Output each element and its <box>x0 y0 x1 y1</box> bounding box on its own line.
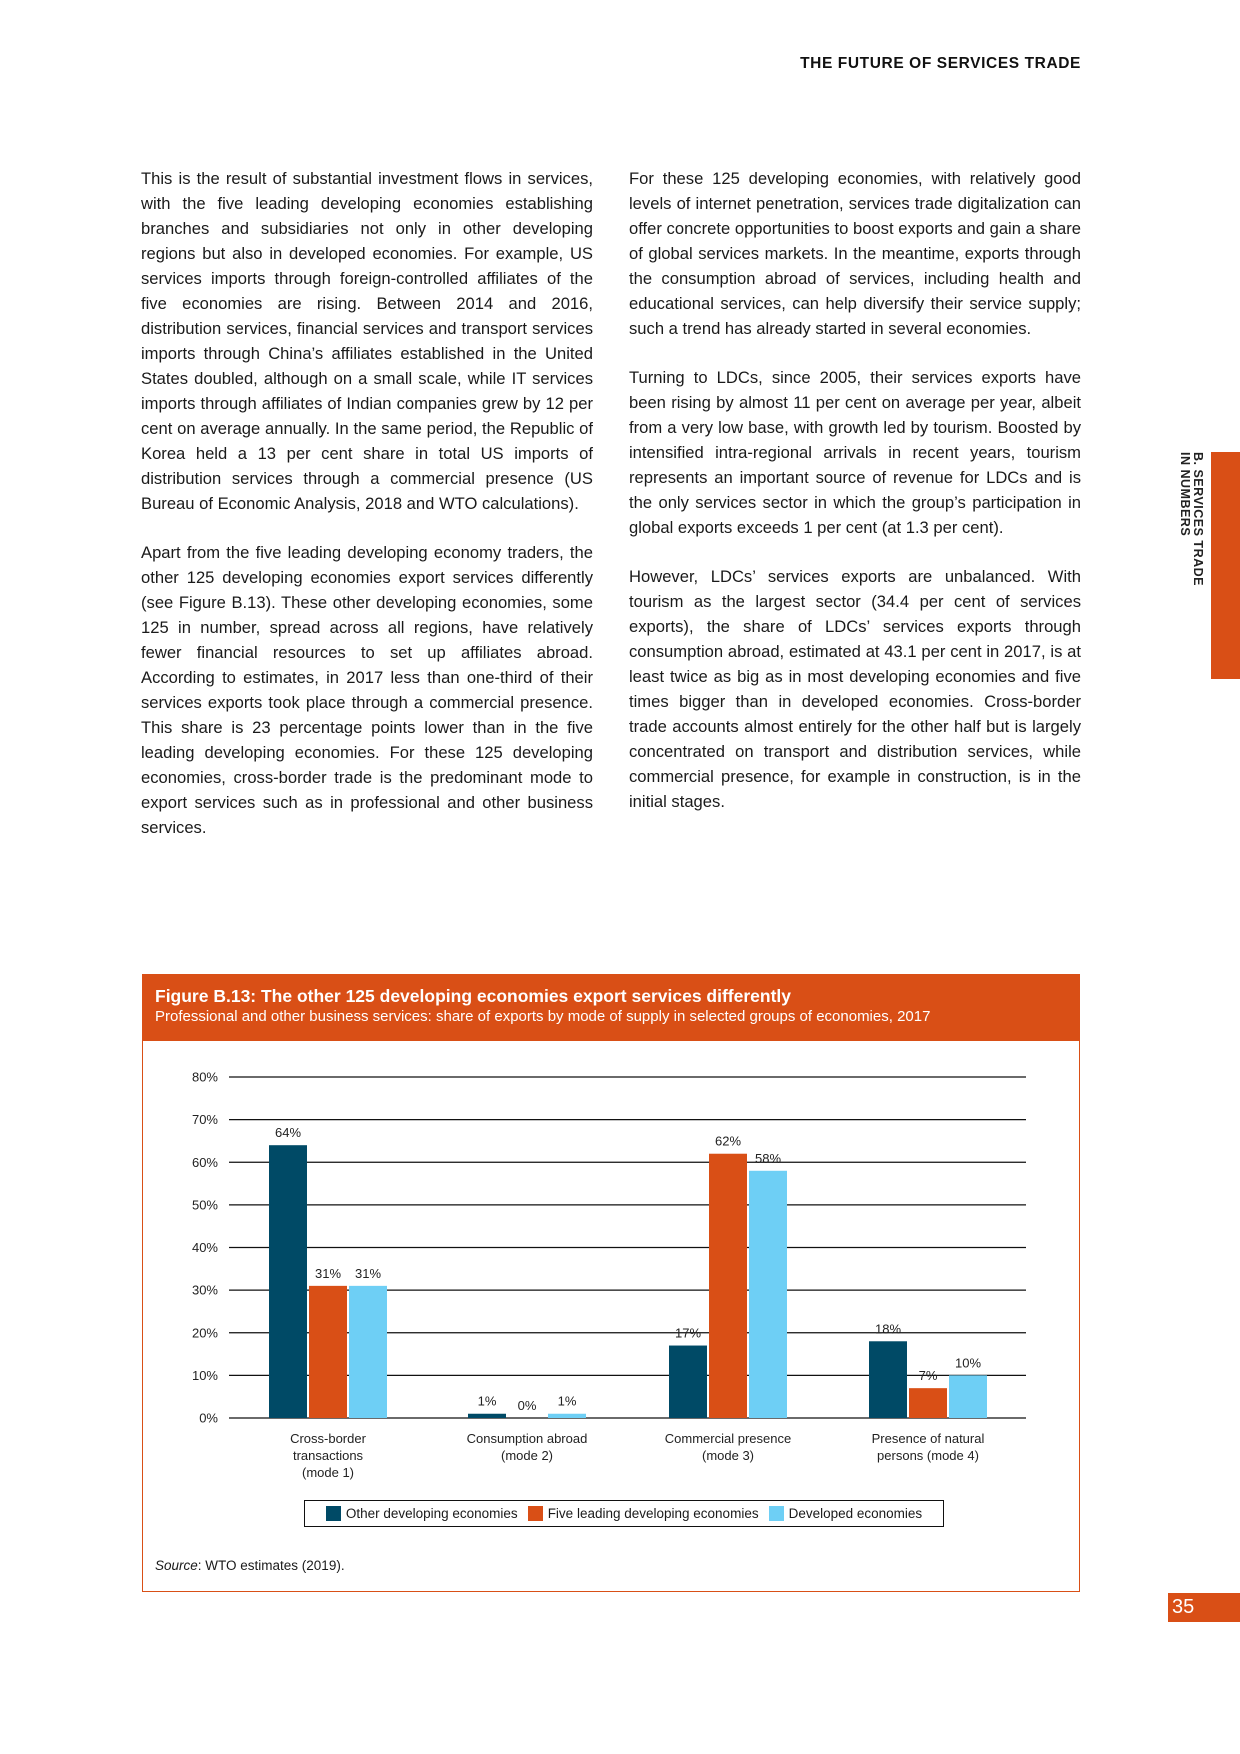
bar <box>949 1375 987 1418</box>
paragraph: Turning to LDCs, since 2005, their services exports have been rising by almost 11 per cent on average per year, albeit from a very low base, with growth led by tourism. Boosted by intensified intra-regional arrivals in recent years, tourism represents an important source of revenue for LDCs and is the only services sector in which the group’s participation in global exports exceeds 1 per cent (at 1.3 per cent). <box>629 368 1081 537</box>
bar <box>309 1286 347 1418</box>
figure-subtitle: Professional and other business services: share of exports by mode of supply in selected groups of economies, 2017 <box>155 1008 931 1025</box>
bar <box>669 1346 707 1418</box>
legend-swatch <box>769 1506 784 1521</box>
bar <box>869 1341 907 1418</box>
y-tick-label: 70% <box>191 1112 218 1128</box>
legend-swatch <box>528 1506 543 1521</box>
data-label: 31% <box>354 1265 382 1281</box>
category-label: Consumption abroad <box>466 1431 588 1446</box>
section-label-line2: IN NUMBERS <box>1178 452 1192 537</box>
y-tick-label: 10% <box>191 1367 218 1383</box>
running-head: THE FUTURE OF SERVICES TRADE <box>800 55 1081 72</box>
paragraph: For these 125 developing economies, with relatively good levels of internet penetration, services trade digitalization can offer concrete opportunities to boost exports and gain a share of global services markets. In the meantime, exports through the consumption abroad of services, including health and educational services, can help diversify their service supply; such a trend has already started in several economies. <box>629 169 1081 338</box>
category-label: (mode 1) <box>301 1465 355 1480</box>
y-tick-label: 40% <box>191 1240 218 1255</box>
paragraph: Apart from the five leading developing economy traders, the other 125 developing economies export services differently (see Figure B.13). These other developing economies, some 125 in number, spread across all regions, have relatively fewer financial resources to set up affiliates abroad. According to estimates, in 2017 less than one-third of their services exports took place through a commercial presence. This share is 23 percentage points lower than in the five leading developing economies. For these 125 developing economies, cross-border trade is the predominant mode to export services such as in professional and other business services. <box>141 543 593 837</box>
legend-item <box>769 1506 923 1521</box>
data-label: 58% <box>754 1150 782 1166</box>
bar <box>909 1388 947 1418</box>
chart-legend <box>304 1500 944 1527</box>
data-label: 62% <box>714 1133 742 1149</box>
data-label: 18% <box>874 1321 902 1337</box>
y-tick-label: 30% <box>191 1282 218 1298</box>
figure-source <box>155 1558 345 1573</box>
page-number: 35 <box>1168 1593 1240 1622</box>
category-label: Commercial presence <box>664 1431 792 1446</box>
bar <box>749 1171 787 1418</box>
category-label: (mode 3) <box>701 1448 755 1463</box>
legend-item <box>528 1506 759 1521</box>
section-label-line1: B. SERVICES TRADE <box>1191 452 1205 586</box>
data-label: 10% <box>954 1355 982 1371</box>
y-tick-label: 0% <box>199 1410 218 1426</box>
data-label: 17% <box>674 1325 702 1341</box>
bar <box>709 1154 747 1418</box>
y-tick-label: 20% <box>191 1325 218 1341</box>
data-label: 1% <box>477 1393 497 1409</box>
source-text: : WTO estimates (2019). <box>197 1558 345 1573</box>
category-label: transactions <box>292 1448 364 1463</box>
bar <box>269 1145 307 1418</box>
data-label: 1% <box>557 1393 577 1409</box>
data-label: 64% <box>274 1125 302 1141</box>
y-tick-label: 80% <box>191 1069 218 1085</box>
figure-title: Figure B.13: The other 125 developing economies export services differently <box>155 986 792 1006</box>
data-label: 7% <box>918 1368 938 1384</box>
category-label: (mode 2) <box>500 1448 554 1463</box>
legend-label: Developed economies <box>788 1506 923 1521</box>
y-tick-label: 60% <box>191 1154 218 1170</box>
source-label: Source <box>155 1558 198 1573</box>
category-label: Presence of natural <box>871 1431 985 1446</box>
bar <box>349 1286 387 1418</box>
data-label: 0% <box>517 1398 537 1413</box>
bar <box>468 1414 506 1418</box>
paragraph: However, LDCs’ services exports are unbalanced. With tourism as the largest sector (34.4 per cent of services exports), the share of LDCs’ services exports through consumption abroad, estimated at 43.1 per cent in 2017, is at least twice as big as in most developing economies and five times bigger than in developed economies. Cross-border trade accounts almost entirely for the other half but is largely concentrated on transport and distribution services, while commercial presence, for example in construction, is in the initial stages. <box>629 567 1081 811</box>
legend-item <box>326 1506 518 1521</box>
legend-label: Other developing economies <box>345 1506 518 1521</box>
legend-label: Five leading developing economies <box>547 1506 759 1521</box>
category-label: Cross-border <box>290 1431 366 1446</box>
paragraph: This is the result of substantial investment flows in services, with the five leading developing economies establishing branches and subsidiaries not only in other developing regions but also in developed economies. For example, US services imports through foreign-controlled affiliates of the five economies are rising. Between 2014 and 2016, distribution services, financial services and transport services imports through China’s affiliates established in the United States doubled, although on a small scale, while IT services imports through affiliates of Indian companies grew by 12 per cent on average annually. In the same period, the Republic of Korea held a 13 per cent share in total US imports of distribution services through a commercial presence (US Bureau of Economic Analysis, 2018 and WTO calculations). <box>141 169 593 513</box>
legend-swatch <box>326 1506 341 1521</box>
category-label: persons (mode 4) <box>877 1448 979 1463</box>
data-label: 31% <box>314 1265 342 1281</box>
y-tick-label: 50% <box>191 1197 218 1213</box>
bar <box>548 1414 586 1418</box>
